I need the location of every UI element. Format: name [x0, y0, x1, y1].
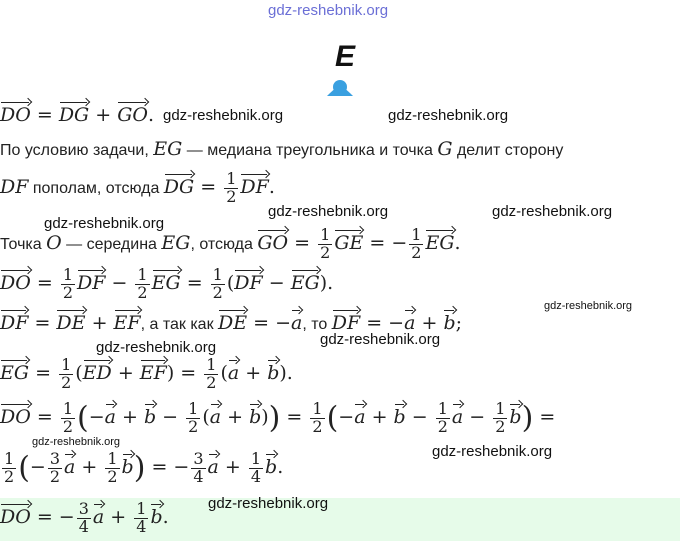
- text-fragment: Точка: [0, 236, 47, 253]
- text-line-6: DF = DE + EF, а так как DE = −a, то DF = −a + b;: [0, 306, 462, 334]
- site-url-header[interactable]: gdz-reshebnik.org: [268, 2, 389, 19]
- watermark: gdz-reshebnik.org: [492, 203, 613, 220]
- watermark: gdz-reshebnik.org: [544, 300, 633, 312]
- answer-equation: DO = − $\frac{3}{4}$ a + $\frac{1}{4}$ b.: [0, 498, 169, 536]
- text-fragment: пополам, отсюда: [28, 180, 164, 197]
- text-line-2: По условию задачи, EG — медиана треугольника и точка G делит сторону: [0, 138, 564, 160]
- figure-point-label: E: [335, 40, 356, 73]
- watermark: gdz-reshebnik.org: [268, 203, 389, 220]
- text-fragment: По условию задачи,: [0, 142, 154, 159]
- watermark: gdz-reshebnik.org: [163, 107, 284, 124]
- watermark: gdz-reshebnik.org: [32, 436, 121, 448]
- watermark: gdz-reshebnik.org: [388, 107, 509, 124]
- text-fragment: , а так как: [140, 316, 219, 333]
- watermark: gdz-reshebnik.org: [208, 495, 329, 512]
- equation-8: DO = $\frac{1}{2}$ (−a + b − $\frac{1}{2}$ (a + b)) = $\frac{1}{2}$ (−a + b − $\frac{1}{2}$ a − $\frac{1}{2}$ b) =: [0, 398, 556, 436]
- watermark: gdz-reshebnik.org: [44, 215, 165, 232]
- equation-5: DO = $\frac{1}{2}$ DF − $\frac{1}{2}$ EG = $\frac{1}{2}$ (DF − EG).: [0, 264, 334, 302]
- text-line-4: Точка O — середина EG, отсюда GO = $\frac{1}{2}$ GE = − $\frac{1}{2}$ EG.: [0, 224, 461, 262]
- text-fragment: — медиана треугольника и точка: [182, 142, 438, 159]
- text-fragment: делит сторону: [452, 142, 564, 159]
- equation-7: EG = $\frac{1}{2}$ (ED + EF) = $\frac{1}{2}$ (a + b).: [0, 354, 293, 392]
- equation-9: $\frac{1}{2}$ (− $\frac{3}{2}$ a + $\frac{1}{2}$ b) = − $\frac{3}{4}$ a + $\frac{1}{4}$ b.: [4, 448, 284, 486]
- text-line-3: DF пополам, отсюда DG = $\frac{1}{2}$ DF.: [0, 168, 275, 206]
- watermark: gdz-reshebnik.org: [320, 331, 441, 348]
- text-fragment: , то: [302, 316, 332, 333]
- watermark: gdz-reshebnik.org: [96, 339, 217, 356]
- watermark: gdz-reshebnik.org: [432, 443, 553, 460]
- text-fragment: , отсюда: [190, 236, 258, 253]
- equation-1: DO = DG + GO.: [0, 98, 154, 126]
- figure-point-icon: [325, 76, 355, 98]
- text-fragment: — середина: [61, 236, 162, 253]
